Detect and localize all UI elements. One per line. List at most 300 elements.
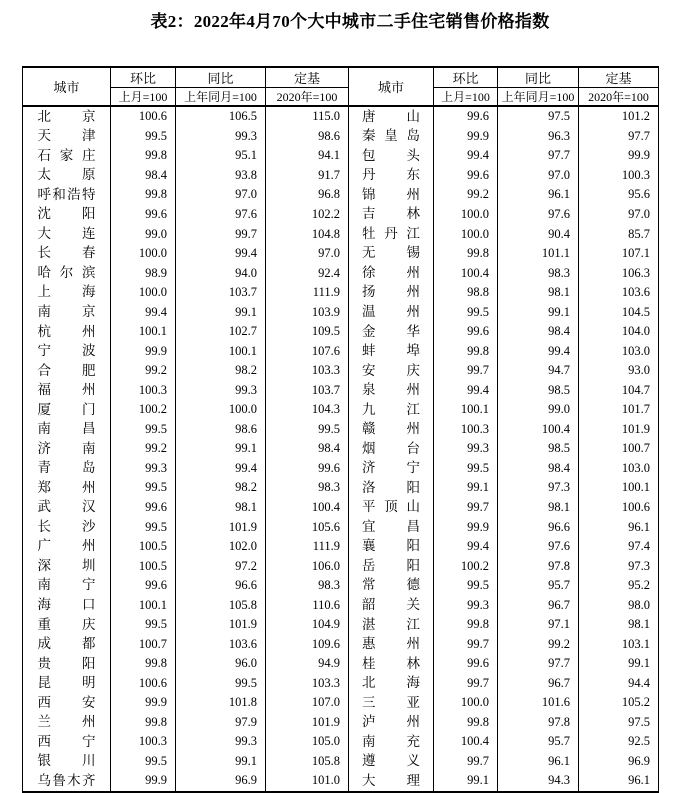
yoy-cell-left: 101.8 [176, 693, 266, 713]
mom-cell-right: 99.6 [434, 106, 498, 127]
city-name-right: 烟 台 [362, 440, 420, 456]
base-cell-left: 105.8 [266, 752, 349, 772]
yoy-cell-right: 97.6 [498, 537, 579, 557]
header-base-sub-left: 2020年=100 [266, 88, 349, 107]
city-cell-right [349, 106, 434, 127]
base-cell-left: 98.3 [266, 478, 349, 498]
city-cell-right [349, 380, 434, 400]
city-cell-right [349, 400, 434, 420]
city-cell-left [23, 595, 111, 615]
city-name-left: 哈 尔 滨 [37, 264, 96, 280]
base-cell-right: 100.6 [579, 498, 659, 518]
base-cell-right: 97.5 [579, 712, 659, 732]
city-cell-right [349, 712, 434, 732]
city-cell-right [349, 166, 434, 186]
city-name-left: 昆 明 [37, 675, 96, 691]
header-base-left: 定基 [266, 67, 349, 88]
yoy-cell-left: 99.1 [176, 439, 266, 459]
city-name-left: 南 京 [37, 304, 96, 320]
city-cell-right [349, 263, 434, 283]
yoy-cell-right: 97.1 [498, 615, 579, 635]
table-row [23, 185, 659, 205]
city-cell-right [349, 634, 434, 654]
yoy-cell-left: 98.6 [176, 420, 266, 440]
yoy-cell-right: 94.3 [498, 771, 579, 792]
yoy-cell-left: 100.1 [176, 341, 266, 361]
city-name-left: 石 家 庄 [37, 147, 96, 163]
city-cell-left [23, 576, 111, 596]
table-header [23, 67, 659, 106]
header-base-right: 定基 [579, 67, 659, 88]
base-cell-right: 98.0 [579, 595, 659, 615]
yoy-cell-left: 103.7 [176, 283, 266, 303]
mom-cell-right: 99.9 [434, 127, 498, 147]
mom-cell-right: 99.3 [434, 439, 498, 459]
yoy-cell-right: 98.1 [498, 498, 579, 518]
city-name-left: 乌 鲁 木 齐 [37, 772, 96, 788]
yoy-cell-left: 96.6 [176, 576, 266, 596]
city-name-left: 杭 州 [37, 323, 96, 339]
mom-cell-right: 98.8 [434, 283, 498, 303]
table-row [23, 146, 659, 166]
mom-cell-right: 99.8 [434, 341, 498, 361]
city-name-right: 包 头 [362, 147, 420, 163]
yoy-cell-right: 96.1 [498, 752, 579, 772]
city-name-right: 济 宁 [362, 460, 420, 476]
base-cell-right: 100.3 [579, 166, 659, 186]
city-name-left: 郑 州 [37, 479, 96, 495]
city-cell-left [23, 556, 111, 576]
base-cell-right: 104.0 [579, 322, 659, 342]
city-name-right: 安 庆 [362, 362, 420, 378]
yoy-cell-right: 98.4 [498, 322, 579, 342]
mom-cell-right: 99.6 [434, 322, 498, 342]
yoy-cell-right: 97.8 [498, 556, 579, 576]
base-cell-right: 92.5 [579, 732, 659, 752]
base-cell-right: 95.6 [579, 185, 659, 205]
base-cell-left: 103.9 [266, 302, 349, 322]
mom-cell-right: 100.0 [434, 205, 498, 225]
table-row [23, 693, 659, 713]
base-cell-left: 107.0 [266, 693, 349, 713]
mom-cell-left: 99.8 [111, 654, 176, 674]
city-cell-right [349, 752, 434, 772]
city-cell-right [349, 224, 434, 244]
yoy-cell-right: 99.0 [498, 400, 579, 420]
yoy-cell-right: 98.5 [498, 439, 579, 459]
yoy-cell-right: 99.4 [498, 341, 579, 361]
city-cell-left [23, 341, 111, 361]
city-name-left: 长 沙 [37, 518, 96, 534]
table-row [23, 420, 659, 440]
city-cell-right [349, 361, 434, 381]
yoy-cell-right: 96.3 [498, 127, 579, 147]
yoy-cell-left: 99.4 [176, 244, 266, 264]
base-cell-right: 107.1 [579, 244, 659, 264]
mom-cell-left: 100.7 [111, 634, 176, 654]
city-cell-left [23, 263, 111, 283]
mom-cell-left: 100.6 [111, 106, 176, 127]
city-name-right: 襄 阳 [362, 538, 420, 554]
yoy-cell-left: 98.2 [176, 361, 266, 381]
city-cell-left [23, 498, 111, 518]
yoy-cell-left: 93.8 [176, 166, 266, 186]
yoy-cell-right: 101.1 [498, 244, 579, 264]
city-name-right: 徐 州 [362, 264, 420, 280]
yoy-cell-left: 98.1 [176, 498, 266, 518]
mom-cell-right: 100.4 [434, 263, 498, 283]
mom-cell-right: 99.4 [434, 146, 498, 166]
mom-cell-right: 100.3 [434, 420, 498, 440]
city-cell-left [23, 537, 111, 557]
mom-cell-right: 99.7 [434, 498, 498, 518]
yoy-cell-right: 98.1 [498, 283, 579, 303]
yoy-cell-right: 99.2 [498, 634, 579, 654]
city-name-left: 青 岛 [37, 460, 96, 476]
city-cell-right [349, 517, 434, 537]
city-name-left: 武 汉 [37, 499, 96, 515]
base-cell-left: 105.6 [266, 517, 349, 537]
table-row [23, 263, 659, 283]
mom-cell-right: 99.1 [434, 478, 498, 498]
city-name-left: 南 宁 [37, 577, 96, 593]
yoy-cell-left: 99.3 [176, 127, 266, 147]
yoy-cell-right: 97.0 [498, 166, 579, 186]
city-cell-left [23, 654, 111, 674]
city-cell-left [23, 146, 111, 166]
table-row [23, 283, 659, 303]
city-name-left: 西 安 [37, 694, 96, 710]
mom-cell-left: 100.0 [111, 283, 176, 303]
city-name-right: 唐 山 [362, 108, 420, 124]
base-cell-right: 104.7 [579, 380, 659, 400]
yoy-cell-right: 97.7 [498, 146, 579, 166]
base-cell-right: 103.0 [579, 341, 659, 361]
table-row [23, 634, 659, 654]
city-cell-left [23, 615, 111, 635]
table-row [23, 224, 659, 244]
city-name-left: 沈 阳 [37, 206, 96, 222]
yoy-cell-left: 99.3 [176, 380, 266, 400]
base-cell-right: 96.1 [579, 517, 659, 537]
mom-cell-right: 99.6 [434, 166, 498, 186]
city-cell-right [349, 654, 434, 674]
mom-cell-left: 99.6 [111, 498, 176, 518]
base-cell-right: 93.0 [579, 361, 659, 381]
header-yoy-sub-left: 上年同月=100 [176, 88, 266, 107]
city-cell-left [23, 361, 111, 381]
yoy-cell-left: 99.4 [176, 459, 266, 479]
table-row [23, 576, 659, 596]
city-name-right: 遵 义 [362, 753, 420, 769]
base-cell-right: 103.6 [579, 283, 659, 303]
city-cell-right [349, 146, 434, 166]
city-cell-left [23, 771, 111, 792]
city-cell-left [23, 673, 111, 693]
mom-cell-left: 99.5 [111, 420, 176, 440]
city-cell-left [23, 127, 111, 147]
city-cell-left [23, 732, 111, 752]
mom-cell-left: 99.5 [111, 615, 176, 635]
city-name-right: 北 海 [362, 675, 420, 691]
city-name-left: 呼 和 浩 特 [37, 186, 96, 202]
mom-cell-right: 100.4 [434, 732, 498, 752]
table-row [23, 106, 659, 127]
yoy-cell-left: 102.0 [176, 537, 266, 557]
city-name-right: 秦 皇 岛 [362, 128, 420, 144]
mom-cell-right: 99.5 [434, 459, 498, 479]
base-cell-left: 111.9 [266, 537, 349, 557]
city-name-left: 济 南 [37, 440, 96, 456]
mom-cell-left: 98.4 [111, 166, 176, 186]
mom-cell-right: 99.7 [434, 634, 498, 654]
mom-cell-right: 99.5 [434, 576, 498, 596]
city-cell-right [349, 537, 434, 557]
base-cell-left: 104.8 [266, 224, 349, 244]
city-cell-right [349, 439, 434, 459]
city-cell-right [349, 420, 434, 440]
yoy-cell-right: 98.4 [498, 459, 579, 479]
table-row [23, 459, 659, 479]
city-name-left: 上 海 [37, 284, 96, 300]
base-cell-right: 99.9 [579, 146, 659, 166]
yoy-cell-left: 101.9 [176, 615, 266, 635]
mom-cell-left: 100.3 [111, 732, 176, 752]
base-cell-left: 101.9 [266, 712, 349, 732]
table-row [23, 537, 659, 557]
yoy-cell-left: 99.1 [176, 752, 266, 772]
city-name-right: 丹 东 [362, 167, 420, 183]
city-name-left: 长 春 [37, 245, 96, 261]
mom-cell-left: 100.3 [111, 380, 176, 400]
city-cell-right [349, 673, 434, 693]
base-cell-left: 110.6 [266, 595, 349, 615]
base-cell-left: 97.0 [266, 244, 349, 264]
mom-cell-left: 100.2 [111, 400, 176, 420]
base-cell-right: 97.7 [579, 127, 659, 147]
base-cell-right: 101.2 [579, 106, 659, 127]
header-base-sub-right: 2020年=100 [579, 88, 659, 107]
yoy-cell-left: 97.2 [176, 556, 266, 576]
base-cell-left: 100.4 [266, 498, 349, 518]
yoy-cell-left: 99.1 [176, 302, 266, 322]
base-cell-left: 96.8 [266, 185, 349, 205]
table-row [23, 771, 659, 792]
header-yoy-sub-right: 上年同月=100 [498, 88, 579, 107]
base-cell-left: 92.4 [266, 263, 349, 283]
city-name-left: 西 宁 [37, 733, 96, 749]
base-cell-right: 100.7 [579, 439, 659, 459]
base-cell-left: 115.0 [266, 106, 349, 127]
base-cell-right: 98.1 [579, 615, 659, 635]
mom-cell-left: 99.6 [111, 576, 176, 596]
base-cell-right: 97.3 [579, 556, 659, 576]
mom-cell-right: 99.5 [434, 302, 498, 322]
mom-cell-right: 99.8 [434, 244, 498, 264]
mom-cell-right: 99.8 [434, 615, 498, 635]
mom-cell-left: 99.3 [111, 459, 176, 479]
yoy-cell-left: 94.0 [176, 263, 266, 283]
base-cell-right: 95.2 [579, 576, 659, 596]
city-name-right: 洛 阳 [362, 479, 420, 495]
city-cell-left [23, 478, 111, 498]
city-cell-right [349, 341, 434, 361]
mom-cell-right: 100.0 [434, 693, 498, 713]
yoy-cell-right: 97.6 [498, 205, 579, 225]
city-cell-left [23, 380, 111, 400]
base-cell-left: 104.3 [266, 400, 349, 420]
yoy-cell-right: 99.1 [498, 302, 579, 322]
table-body [23, 106, 659, 792]
yoy-cell-left: 97.6 [176, 205, 266, 225]
table-row [23, 341, 659, 361]
city-name-left: 宁 波 [37, 343, 96, 359]
table-row [23, 673, 659, 693]
table-row [23, 712, 659, 732]
mom-cell-left: 100.5 [111, 556, 176, 576]
yoy-cell-left: 103.6 [176, 634, 266, 654]
mom-cell-left: 99.4 [111, 302, 176, 322]
city-name-left: 贵 阳 [37, 655, 96, 671]
city-cell-right [349, 556, 434, 576]
mom-cell-right: 99.4 [434, 380, 498, 400]
base-cell-left: 109.6 [266, 634, 349, 654]
header-city-right: 城市 [349, 67, 434, 106]
city-cell-right [349, 459, 434, 479]
city-cell-left [23, 634, 111, 654]
yoy-cell-right: 95.7 [498, 576, 579, 596]
base-cell-right: 101.7 [579, 400, 659, 420]
mom-cell-left: 99.9 [111, 693, 176, 713]
city-name-left: 成 都 [37, 636, 96, 652]
city-cell-left [23, 459, 111, 479]
table-row [23, 166, 659, 186]
yoy-cell-left: 97.9 [176, 712, 266, 732]
city-name-right: 惠 州 [362, 636, 420, 652]
city-name-right: 金 华 [362, 323, 420, 339]
mom-cell-right: 99.1 [434, 771, 498, 792]
mom-cell-right: 100.1 [434, 400, 498, 420]
yoy-cell-left: 105.8 [176, 595, 266, 615]
city-name-right: 南 充 [362, 733, 420, 749]
yoy-cell-right: 96.7 [498, 673, 579, 693]
city-name-right: 泸 州 [362, 714, 420, 730]
city-name-right: 温 州 [362, 304, 420, 320]
city-name-right: 大 理 [362, 772, 420, 788]
city-name-left: 银 川 [37, 753, 96, 769]
base-cell-left: 107.6 [266, 341, 349, 361]
city-name-left: 南 昌 [37, 421, 96, 437]
mom-cell-left: 100.5 [111, 537, 176, 557]
base-cell-left: 105.0 [266, 732, 349, 752]
city-cell-left [23, 283, 111, 303]
city-name-left: 北 京 [37, 108, 96, 124]
yoy-cell-left: 96.0 [176, 654, 266, 674]
city-name-right: 湛 江 [362, 616, 420, 632]
city-cell-right [349, 498, 434, 518]
city-cell-right [349, 615, 434, 635]
base-cell-right: 85.7 [579, 224, 659, 244]
city-name-left: 兰 州 [37, 714, 96, 730]
base-cell-right: 103.0 [579, 459, 659, 479]
header-mom-sub-right: 上月=100 [434, 88, 498, 107]
yoy-cell-right: 98.5 [498, 380, 579, 400]
mom-cell-left: 100.1 [111, 595, 176, 615]
city-cell-left [23, 302, 111, 322]
city-cell-right [349, 732, 434, 752]
mom-cell-right: 99.4 [434, 537, 498, 557]
yoy-cell-left: 95.1 [176, 146, 266, 166]
base-cell-right: 99.1 [579, 654, 659, 674]
base-cell-left: 103.7 [266, 380, 349, 400]
base-cell-left: 98.3 [266, 576, 349, 596]
base-cell-left: 109.5 [266, 322, 349, 342]
table-row [23, 380, 659, 400]
base-cell-right: 101.9 [579, 420, 659, 440]
city-cell-left [23, 185, 111, 205]
mom-cell-left: 99.8 [111, 185, 176, 205]
yoy-cell-left: 96.9 [176, 771, 266, 792]
city-name-right: 锦 州 [362, 186, 420, 202]
mom-cell-right: 99.7 [434, 752, 498, 772]
city-name-right: 九 江 [362, 401, 420, 417]
base-cell-left: 99.6 [266, 459, 349, 479]
yoy-cell-right: 96.6 [498, 517, 579, 537]
header-yoy-right: 同比 [498, 67, 579, 88]
city-cell-left [23, 106, 111, 127]
yoy-cell-left: 106.5 [176, 106, 266, 127]
city-cell-right [349, 127, 434, 147]
city-name-right: 三 亚 [362, 694, 420, 710]
base-cell-right: 97.0 [579, 205, 659, 225]
price-index-table [22, 66, 659, 793]
city-name-left: 合 肥 [37, 362, 96, 378]
yoy-cell-right: 96.1 [498, 185, 579, 205]
mom-cell-left: 99.2 [111, 439, 176, 459]
city-cell-left [23, 752, 111, 772]
city-name-left: 福 州 [37, 382, 96, 398]
city-name-right: 无 锡 [362, 245, 420, 261]
mom-cell-left: 99.6 [111, 205, 176, 225]
header-row-main [23, 67, 659, 88]
mom-cell-left: 99.5 [111, 517, 176, 537]
base-cell-left: 103.3 [266, 673, 349, 693]
city-cell-right [349, 302, 434, 322]
city-name-left: 太 原 [37, 167, 96, 183]
yoy-cell-right: 97.8 [498, 712, 579, 732]
mom-cell-left: 99.5 [111, 478, 176, 498]
table-row [23, 595, 659, 615]
base-cell-left: 106.0 [266, 556, 349, 576]
mom-cell-right: 99.3 [434, 595, 498, 615]
mom-cell-right: 99.7 [434, 673, 498, 693]
mom-cell-right: 99.6 [434, 654, 498, 674]
city-cell-right [349, 244, 434, 264]
table-row [23, 517, 659, 537]
base-cell-left: 103.3 [266, 361, 349, 381]
yoy-cell-left: 99.5 [176, 673, 266, 693]
city-cell-right [349, 283, 434, 303]
city-cell-left [23, 420, 111, 440]
yoy-cell-right: 94.7 [498, 361, 579, 381]
city-name-right: 吉 林 [362, 206, 420, 222]
base-cell-right: 96.1 [579, 771, 659, 792]
table-row [23, 322, 659, 342]
city-cell-left [23, 205, 111, 225]
mom-cell-left: 100.0 [111, 244, 176, 264]
city-name-left: 大 连 [37, 225, 96, 241]
city-name-right: 桂 林 [362, 655, 420, 671]
